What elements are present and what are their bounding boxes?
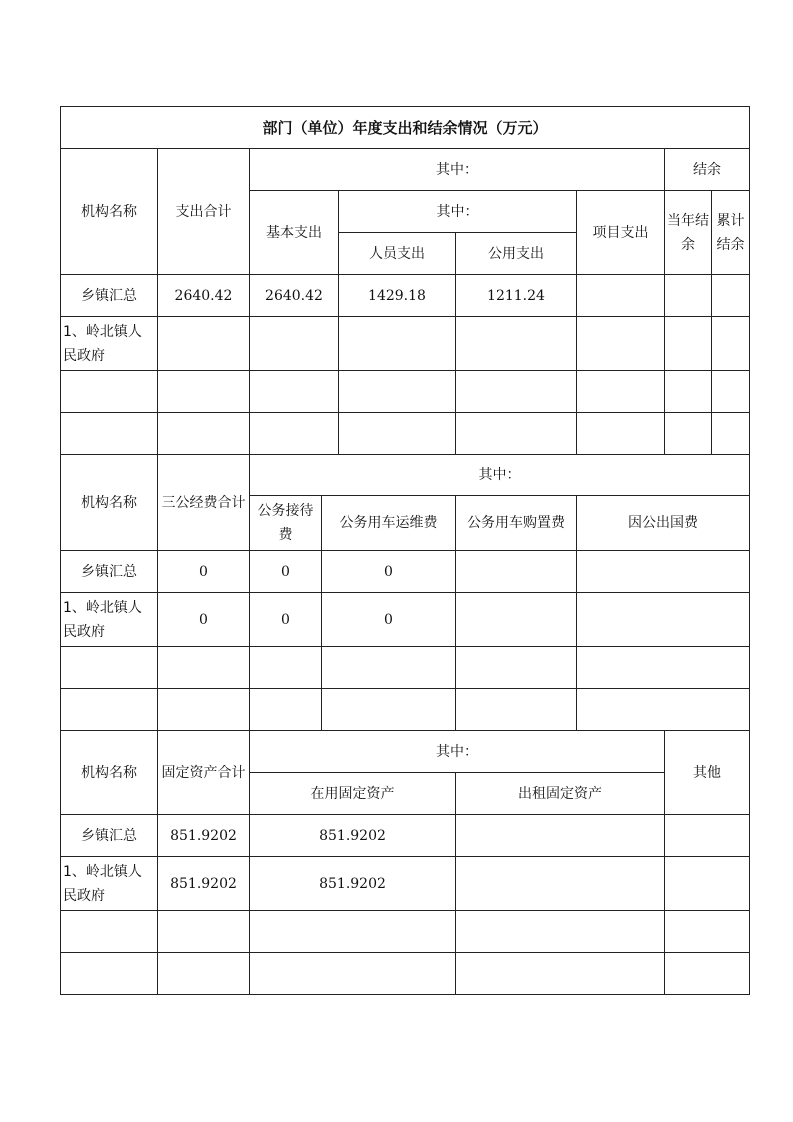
cell-personnel	[339, 317, 456, 371]
table-row	[61, 815, 750, 857]
s3-header-total: 固定资产合计	[158, 731, 250, 815]
table-row	[61, 857, 750, 911]
s3-header-leased: 出租固定资产	[456, 773, 665, 815]
empty-cell	[250, 689, 322, 731]
table-row	[61, 911, 750, 953]
cell-total: 0	[158, 593, 250, 647]
empty-cell	[665, 413, 712, 455]
empty-cell	[250, 647, 322, 689]
empty-cell	[577, 647, 750, 689]
empty-cell	[322, 647, 456, 689]
empty-cell	[456, 413, 577, 455]
cell-total: 851.9202	[158, 857, 250, 911]
table-row	[61, 275, 750, 317]
empty-cell	[456, 371, 577, 413]
cell-vehicle-maint: 0	[322, 551, 456, 593]
empty-cell	[577, 689, 750, 731]
cell-reception: 0	[250, 593, 322, 647]
empty-cell	[665, 911, 750, 953]
s1-header-cumulative: 累计结余	[712, 191, 750, 275]
s1-header-org-name: 机构名称	[61, 149, 158, 275]
empty-cell	[250, 911, 456, 953]
cell-basic	[250, 317, 339, 371]
table-title: 部门（单位）年度支出和结余情况（万元）	[61, 107, 750, 149]
table-row	[61, 593, 750, 647]
s1-header-surplus: 结余	[665, 149, 750, 191]
row-name: 1、岭北镇人民政府	[61, 857, 158, 911]
s1-header-of-which: 其中：	[250, 149, 665, 191]
s1-header-current-year: 当年结余	[665, 191, 712, 275]
row-name: 乡镇汇总	[61, 551, 158, 593]
empty-cell	[577, 413, 665, 455]
empty-cell	[158, 371, 250, 413]
empty-cell	[250, 953, 456, 995]
empty-cell	[61, 953, 158, 995]
table-row	[61, 317, 750, 371]
cell-cumulative	[712, 275, 750, 317]
empty-cell	[250, 371, 339, 413]
cell-other	[665, 815, 750, 857]
s2-header-reception: 公务接待费	[250, 496, 322, 551]
cell-leased	[456, 857, 665, 911]
table-row	[61, 953, 750, 995]
cell-vehicle-maint: 0	[322, 593, 456, 647]
expenditure-surplus-table	[60, 106, 750, 995]
cell-current	[665, 275, 712, 317]
row-name: 1、岭北镇人民政府	[61, 317, 158, 371]
empty-cell	[61, 647, 158, 689]
s2-header-org-name: 机构名称	[61, 455, 158, 551]
s1-header-public: 公用支出	[456, 233, 577, 275]
s3-header-org-name: 机构名称	[61, 731, 158, 815]
cell-abroad	[577, 593, 750, 647]
row-name: 乡镇汇总	[61, 275, 158, 317]
cell-total: 851.9202	[158, 815, 250, 857]
empty-cell	[456, 911, 665, 953]
empty-cell	[322, 689, 456, 731]
s2-header-of-which: 其中：	[250, 455, 750, 496]
cell-abroad	[577, 551, 750, 593]
cell-in-use: 851.9202	[250, 815, 456, 857]
cell-current	[665, 317, 712, 371]
cell-total: 0	[158, 551, 250, 593]
s2-header-vehicle-maint: 公务用车运维费	[322, 496, 456, 551]
cell-vehicle-purchase	[456, 593, 577, 647]
row-name: 乡镇汇总	[61, 815, 158, 857]
s1-header-basic: 基本支出	[250, 191, 339, 275]
empty-cell	[61, 689, 158, 731]
cell-total	[158, 317, 250, 371]
s1-header-personnel: 人员支出	[339, 233, 456, 275]
cell-cumulative	[712, 317, 750, 371]
empty-cell	[665, 953, 750, 995]
s3-header-of-which: 其中：	[250, 731, 665, 773]
cell-public: 1211.24	[456, 275, 577, 317]
s2-header-vehicle-purchase: 公务用车购置费	[456, 496, 577, 551]
table-row	[61, 371, 750, 413]
empty-cell	[158, 413, 250, 455]
empty-cell	[456, 689, 577, 731]
cell-in-use: 851.9202	[250, 857, 456, 911]
empty-cell	[61, 413, 158, 455]
empty-cell	[158, 911, 250, 953]
empty-cell	[712, 371, 750, 413]
table-row	[61, 551, 750, 593]
empty-cell	[712, 413, 750, 455]
table-row	[61, 647, 750, 689]
empty-cell	[61, 371, 158, 413]
s1-header-project: 项目支出	[577, 191, 665, 275]
cell-basic: 2640.42	[250, 275, 339, 317]
empty-cell	[456, 953, 665, 995]
s3-header-in-use: 在用固定资产	[250, 773, 456, 815]
empty-cell	[61, 911, 158, 953]
cell-reception: 0	[250, 551, 322, 593]
cell-leased	[456, 815, 665, 857]
s1-header-total: 支出合计	[158, 149, 250, 275]
table-row	[61, 689, 750, 731]
s2-header-total: 三公经费合计	[158, 455, 250, 551]
empty-cell	[158, 953, 250, 995]
empty-cell	[250, 413, 339, 455]
empty-cell	[339, 413, 456, 455]
empty-cell	[577, 371, 665, 413]
empty-cell	[456, 647, 577, 689]
s2-header-abroad: 因公出国费	[577, 496, 750, 551]
cell-other	[665, 857, 750, 911]
s1-header-of-which-basic: 其中：	[339, 191, 577, 233]
cell-public	[456, 317, 577, 371]
table-row	[61, 413, 750, 455]
empty-cell	[339, 371, 456, 413]
cell-project	[577, 317, 665, 371]
cell-vehicle-purchase	[456, 551, 577, 593]
s3-header-other: 其他	[665, 731, 750, 815]
cell-total: 2640.42	[158, 275, 250, 317]
empty-cell	[158, 689, 250, 731]
empty-cell	[158, 647, 250, 689]
cell-personnel: 1429.18	[339, 275, 456, 317]
empty-cell	[665, 371, 712, 413]
cell-project	[577, 275, 665, 317]
row-name: 1、岭北镇人民政府	[61, 593, 158, 647]
